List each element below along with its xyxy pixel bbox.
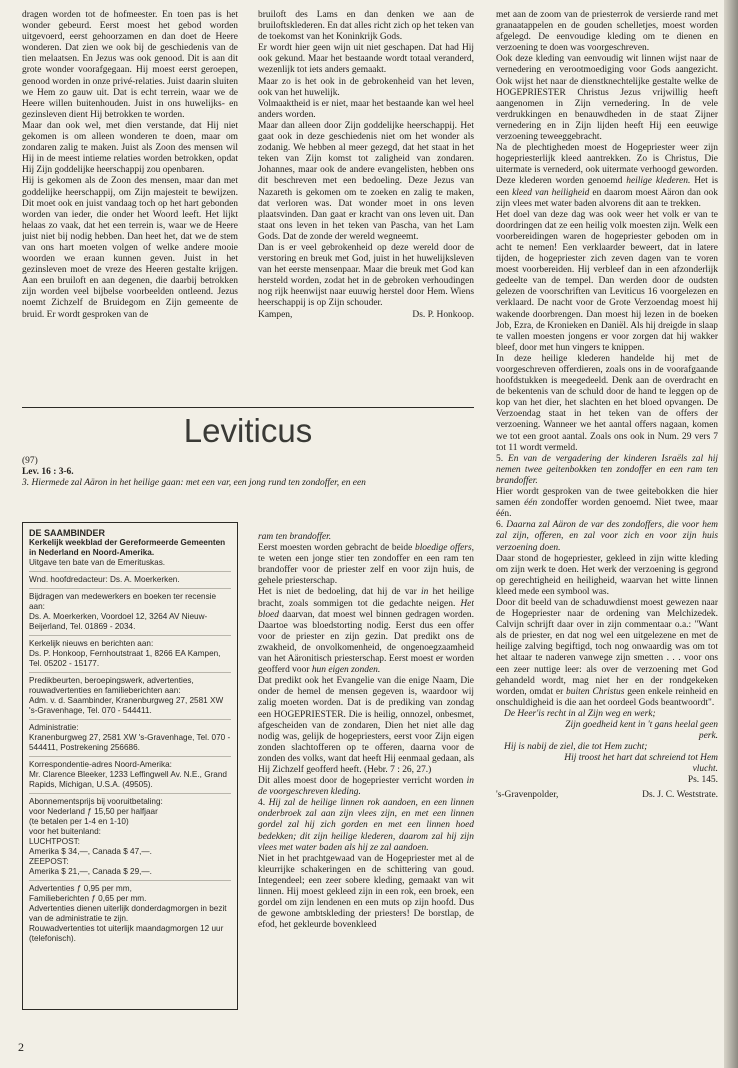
poem-line: vlucht. bbox=[692, 764, 718, 775]
rouw-note: Rouwadvertenties tot uiterlijk maandagmorgen 12 uur (telefonisch). bbox=[29, 924, 224, 943]
scripture-reference: Lev. 16 : 3-6. bbox=[22, 467, 74, 478]
paragraph: Maar zo is het ook in de gebrokenheid van het leven, ook van het huwelijk. bbox=[258, 76, 474, 98]
paragraph: 5. En van de vergadering der kinderen Israëls zal hij nemen twee geitenbokken ten zondoffer en een ram ten brandoffer. bbox=[496, 453, 718, 486]
correspondentie-label: Korrespondentie-adres Noord-Amerika: bbox=[29, 760, 172, 769]
masthead-abonnement bbox=[29, 793, 231, 877]
paragraph: Dan is er veel gebrokenheid op deze wereld door de verstoring en breuk met God, juist in het huwelijksleven van het eerste mensenpaar. Maar die breuk met God kan hersteld worden, zodat het in de gebroken verhoudingen nog rijk heenwijst naar euuwig herstel door Hem. Wiens heerschappij is op Zijn schouder. bbox=[258, 242, 474, 309]
masthead-correspondentie bbox=[29, 756, 231, 790]
masthead-advertenties bbox=[29, 880, 231, 944]
paragraph: Volmaaktheid is er niet, maar het bestaande kan wel heel anders worden. bbox=[258, 98, 474, 120]
bijdragen-label: Bijdragen van medewerkers en boeken ter recensie aan: bbox=[29, 592, 217, 611]
luchtpost-prices: Amerika $ 34,—, Canada $ 47,—. bbox=[29, 847, 152, 856]
paragraph: met aan de zoom van de priesterrok de versierde rand met granaatappelen en de gouden schelletjes, moest worden afgelegd. De eenvoudige kleding om te dienen en verzoening te doen was voorgeschreven. bbox=[496, 10, 718, 54]
poem-line: Hij troost het hart dat schreiend tot Hem bbox=[564, 753, 718, 764]
column-2-leviticus bbox=[258, 532, 474, 1014]
signoff-author: Ds. J. C. Weststrate. bbox=[642, 789, 718, 800]
familieberichten-price: Familieberichten ƒ 0,65 per mm. bbox=[29, 894, 147, 903]
article-signoff bbox=[258, 310, 474, 321]
section-title: Leviticus bbox=[183, 412, 313, 449]
buitenland-label: voor het buitenland: bbox=[29, 827, 101, 836]
signoff-place: 's-Gravenpolder, bbox=[496, 789, 559, 800]
paragraph: Het is niet de bedoeling, dat hij de var in het heilige bracht, zoals sommigen tot die gedachte neigen. Het bloed daarvan, dat moest wel binnen gedragen worden. Daartoe was bloedstorting nodig. Eerst dus een offer voor de priester en zijn gezin. Dat predikt ons de zwakheid, de onvolkomenheid, de ongenoegzaamheid van het Aäronitisch priesterschap. Eerst moest er worden geofferd voor hun eigen zonden. bbox=[258, 587, 474, 676]
column-3-leviticus bbox=[496, 10, 718, 1010]
paragraph: Maar dan ook wel, met dien verstande, dat Hij niet gekomen is om alleen wonderen te doen, maar om zondaren zalig te maken. Juist als Zoon des mensen wil Hij in de meest intieme relaties worden betrokken, opdat Hij Zijn goddelijke heerschappij zou openbaren. bbox=[22, 120, 238, 176]
masthead-box bbox=[22, 522, 238, 1010]
advertenties-note: Advertenties dienen uiterlijk donderdagmorgen in bezit van de administratie te zijn. bbox=[29, 904, 227, 923]
paragraph: Hier wordt gesproken van de twee geitebokken die hier samen één zondoffer worden genoemd. Niet twee, maar één. bbox=[496, 487, 718, 520]
section-divider bbox=[22, 407, 474, 408]
kerkelijk-label: Kerkelijk nieuws en berichten aan: bbox=[29, 639, 154, 648]
article-signoff bbox=[496, 790, 718, 801]
paragraph: Daar stond de hogepriester, gekleed in zijn witte kleding om zijn werk te doen. Het werk der verzoening is gegrond op gerechtigheid en heiligheid, waarvan het witte linnen kleed mede een symbool was. bbox=[496, 553, 718, 597]
psalm-reference: Ps. 145. bbox=[687, 775, 718, 786]
masthead-bijdragen bbox=[29, 588, 231, 632]
masthead-title: DE SAAMBINDER bbox=[29, 528, 106, 538]
paragraph: Er wordt hier geen wijn uit niet geschapen. Dat had Hij ook gekund. Maar het bestaande wordt totaal veranderd, wezenlijk tot iets anders gemaakt. bbox=[258, 43, 474, 76]
signoff-place: Kampen, bbox=[258, 309, 293, 320]
paragraph: ram ten brandoffer. bbox=[258, 532, 332, 542]
abonnement-nl: voor Nederland ƒ 15,50 per halfjaar bbox=[29, 807, 158, 816]
paragraph: Ook deze kleding van eenvoudig wit linnen wijst naar de vernedering en verootmoediging voor Gods aangezicht. Ook wijst het naar de dienstknechtelijke gestalte welke de HOGEPRIESTER Christus Jezus vrijwillig heeft aangenomen in Zijn vernedering. In de vele verdrukkingen en benauwdheden in de staat Zijner vernedering en in Zijn lijden heeft Hij een eeuwige verzoening teweeggebracht. bbox=[496, 54, 718, 143]
column-2-article-end bbox=[258, 10, 474, 402]
paragraph: Maar dan alleen door Zijn goddelijke heerschappij. Het gaat ook in deze geschiedenis niet om het wonder als zodanig. We hebben al meer gezegd, dat het staat in het teken van Zijn komst tot zaligheid van zondaren. Johannes, maar ook de andere evangelisten, hebben ons dit beschreven met een bedoeling. Deze Jezus van Nazareth is gekomen om te zoeken en zalig te maken, dat verloren was. Dat wonder moet in ons leven plaatsvinden. Dan gaat er kracht van ons leven uit. Dan staat ons leven in het teken van Pascha, van het Lam Gods. Dat de zonde der wereld wegneemt. bbox=[258, 120, 474, 242]
administratie-label: Administratie: bbox=[29, 723, 79, 732]
correspondentie-address: Mr. Clarence Bleeker, 1233 Leffingwell Av. N.E., Grand Rapids, Michigan, U.S.A. (49505). bbox=[29, 770, 227, 789]
masthead-hoofdredacteur: Wnd. hoofdredacteur: Ds. A. Moerkerken. bbox=[29, 571, 231, 585]
poem-line: Hij is nabij de ziel, die tot Hem zucht; bbox=[504, 742, 648, 753]
paragraph: Het doel van deze dag was ook weer het volk er van te doordringen dat ze een heilig volk moesten zijn. Welk een voorbereidingen waren de hogepriester geboden om in acht te nemen! Een verklaarder beweert, dat in latere tijden, de hogepriester zich zeven dagen van te voren moest voorbereiden. Hij verbleef dan in een afzonderlijk gedeelte van de tempel. Dan werden door de oudsten gelezen de voorschriften van Leviticus 16 voorgelezen en verklaard. De nacht voor de Grote Verzoendag moest hij wakende doorbrengen. Dan moest hij lezen in de boeken Job, Ezra, de Kronieken en Daniël. Als hij dreigde in slaap te vallen moesten jongens er voor zorgen dat hij wakker bleef, door met hun vingers te knippen. bbox=[496, 209, 718, 353]
masthead-predikbeurten bbox=[29, 672, 231, 716]
predikbeurten-label: Predikbeurten, beroepingswerk, advertenties, rouwadvertenties en familieberichten aan: bbox=[29, 676, 194, 695]
signoff-author: Ds. P. Honkoop. bbox=[412, 309, 474, 320]
paragraph: Door dit beeld van de schaduwdienst moest gewezen naar de Hogepriester naar de ordening van Melchizedek. Calvijn schrijft daar over in zijn commentaar o.a.: "Want als de priester, en dat nog wel een uitgelezene en met de heilige zalving begiftigd, toch nog onwaardig was om tot het altaar te naderen vanwege zijn smetten . . . voor ons een zeer nuttige leer: als over de verzoening met God gehandeld wordt, mag niet her en der rondgekeken worden, omdat er buiten Christus geen enkele reinheid en onschuldigheid is die aan het oordeel Gods beantwoordt". bbox=[496, 597, 718, 708]
administratie-address: Kranenburgweg 27, 2581 XW 's-Gravenhage, Tel. 070 - 544411, Postrekening 256686. bbox=[29, 733, 231, 752]
paragraph: Na de plechtigheden moest de Hogepriester weer zijn hogepriesterlijk kleed aantrekken. Zo is Christus, Die uitermate is vernederd, ook uitermate verhoogd geworden. Deze klederen worden genoemd heilige klederen. Het is een kleed van heiligheid en daarom moest Aäron dan ook zijn vlees met water baden alvorens dit aan te trekken. bbox=[496, 143, 718, 209]
paragraph: Eerst moesten worden gebracht de beide bloedige offers, te weten een jonge stier ten zondoffer en een ram ten brandoffer voor de priester zelf en voor zijn huis, de gehele priesterschap. bbox=[258, 543, 474, 587]
abonnement-label: Abonnementsprijs bij vooruitbetaling: bbox=[29, 797, 163, 806]
paragraph: Niet in het prachtgewaad van de Hogepriester met al de kleurrijke schakeringen en de schittering van goud. Integendeel; een zeer sobere kleding, gemaakt van wit linnen. Hij moest gekleed zijn in een rok, een broek, een gordel om zijn lendenen en een muts op zijn hoofd. Dus de gewone ambtskleding der priesters! De borstlap, de efod, het gekleurde bovenkleed bbox=[258, 853, 474, 931]
page-number: 2 bbox=[18, 1040, 24, 1054]
zeepost-prices: Amerika $ 21,—, Canada $ 29,—. bbox=[29, 867, 152, 876]
paragraph: Dat predikt ook het Evangelie van die enige Naam, Die onder de hemel de mensen gegeven is, waardoor wij zalig moeten worden. Dat is de prediking van zondag een HOGEPRIESTER. Die is heilig, onnozel, onbesmet, afgescheiden van de zondaren, Dien het niet alle dag nodig was, gelijk de hogepriesters, eerst voor Zijn eigen zonden slachtofferen op te offeren, daarna voor de zonden des volks, want dat heeft Hij eenmaal gedaan, als Hij Zichzelf geofferd heeft. (Hebr. 7 : 26, 27.) bbox=[258, 676, 474, 775]
kerkelijk-address: Ds. P. Honkoop, Fernhoutstraat 1, 8266 EA Kampen, Tel. 05202 - 15177. bbox=[29, 649, 221, 668]
series-number: (97) bbox=[22, 456, 38, 466]
poem-line: Zijn goedheid kent in 't gans heelal geen bbox=[565, 720, 718, 730]
paragraph: bruiloft des Lams en dan denken we aan de bruiloftsklederen. En dat alles richt zich op het teken van de toekomst van het Koninkrijk Gods. bbox=[258, 10, 474, 43]
paragraph: Dit alles moest door de hogepriester verricht worden in de voorgeschreven kleding. bbox=[258, 776, 474, 798]
luchtpost-label: LUCHTPOST: bbox=[29, 837, 80, 846]
column-1-article-end bbox=[22, 10, 238, 402]
paragraph: 4. Hij zal de heilige linnen rok aandoen, en een linnen onderbroek zal aan zijn vlees zijn, en met een linnen gordel zal hij zich gorden en met een linnen hoed bedekken; dit zijn heilige klederen, daarom zal hij zijn vlees met water baden als hij ze zal aandoen. bbox=[258, 798, 474, 853]
bijdragen-address: Ds. A. Moerkerken, Voordoel 12, 3264 AV Nieuw-Beijerland, Tel. 01869 - 2034. bbox=[29, 612, 208, 631]
leviticus-heading bbox=[22, 456, 474, 489]
poem-quote bbox=[496, 709, 718, 776]
masthead-administratie bbox=[29, 719, 231, 753]
poem-line: perk. bbox=[698, 731, 718, 742]
advertenties-price: Advertenties ƒ 0,95 per mm, bbox=[29, 884, 132, 893]
paragraph: dragen worden tot de hofmeester. En toen pas is het wonder gebeurd. Eerst moest het gebod worden uitgevoerd, eerst gehoorzamen en dan doet de Heere wonderen. Dat zien we ook bij de geschiedenis van de tien melaatsen. En Jezus was ook genood. Dit is aan dit grote wonder voorafgegaan. Hij moest eerst geroepen, genood worden in onze privé-relaties. Juist daarin sluiten we Hem zo gauw uit. Dat is echt terrein, waar we de Heere willen buitenhouden. Juist in ons huwelijks- en gezinsleven dient Hij betrokken te worden. bbox=[22, 10, 238, 120]
masthead-uitgave: Uitgave ten bate van de Emerituskas. bbox=[29, 558, 166, 567]
paragraph: In deze heilige klederen handelde hij met de voorgeschreven offerdieren, zoals ons in de voorafgaande hoofdstukken is meegedeeld. Denk aan de overdracht en de bekentenis van de schuld door de hand te leggen op de kop van het dier, het slachten en het bloed opvangen. De Verzoendag staat in het teken van de offers der verzoening. Wanneer we het aantal offers nagaan, komen we tot een groot aantal. Zoals ons ook in Num. 29 vers 7 tot 11 wordt vermeld. bbox=[496, 353, 718, 453]
abonnement-note: (te betalen per 1-4 en 1-10) bbox=[29, 817, 129, 826]
page-edge-shadow bbox=[724, 0, 738, 1068]
poem-line: De Heer'is recht in al Zijn weg en werk; bbox=[504, 708, 656, 719]
predikbeurten-address: Adm. v. d. Saambinder, Kranenburgweg 27, 2581 XW 's-Gravenhage, Tel. 070 - 544411. bbox=[29, 696, 224, 715]
verse-3: 3. Hiermede zal Aäron in het heilige gaan: met een var, een jong rund ten zondoffer, en een bbox=[22, 478, 366, 489]
masthead-kerkelijk bbox=[29, 635, 231, 669]
zeepost-label: ZEEPOST: bbox=[29, 857, 69, 866]
masthead-subtitle: Kerkelijk weekblad der Gereformeerde Gemeenten in Nederland en Noord-Amerika. bbox=[29, 538, 226, 557]
paragraph: 6. Daarna zal Aäron de var des zondoffers, die voor hem zal zijn, offeren, en zal voor zich en voor zijn huis verzoening doen. bbox=[496, 520, 718, 553]
paragraph: Hij is gekomen als de Zoon des mensen, maar dan met goddelijke heerschappij, om Zijn majesteit te bewijzen. Dit moet ook en juist vandaag toch op het hart gebonden worden van ieder, die onder het Woord leeft. Het lijkt helaas zo vaak, dat het een terrein is, waar we de Heere juist niet bij nodig hebben. Dan heet het, dat we de stem van ons hart moeten volgen of welke andere mooie woorden we eraan kunnen geven. Juist in het gezinsleven moet de vreze des Heeren gestalte krijgen. Aan een bruiloft en aan degenen, die daarbij betrokken zijn worden veel bijbelse voorbeelden ontleend. Jezus noemt Zichzelf de Bruidegom en Zijn gemeente de bruid. Er wordt gesproken van de bbox=[22, 176, 238, 320]
